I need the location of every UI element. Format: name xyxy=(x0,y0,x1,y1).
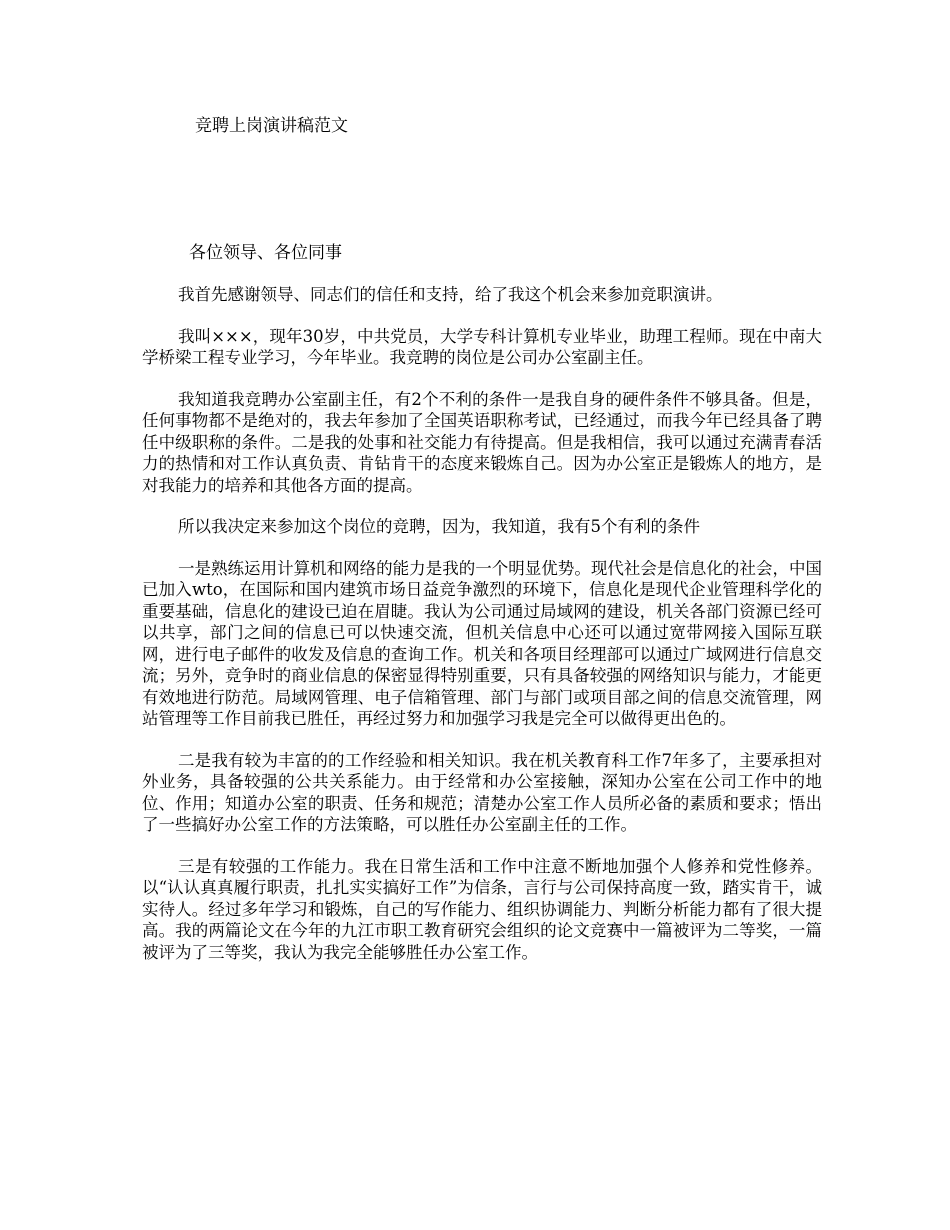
paragraph: 所以我决定来参加这个岗位的竞聘，因为，我知道，我有5个有利的条件 xyxy=(178,517,700,536)
salutation: 各位领导、各位同事 xyxy=(189,243,342,263)
paragraph: 我知道我竞聘办公室副主任，有2个不利的条件一是我自身的硬件条件不够具备。但是，任何事物都不是绝对的，我去年参加了全国英语职称考试，已经通过，而我今年已经具备了聘任中级职称的条件。二是我的处事和社交能力有待提高。但是我相信，我可以通过充满青春活力的热情和对工作认真负责、肯钻肯干的态度来锻炼自己。因为办公室正是锻炼人的地方，是对我能力的培养和其他各方面的提高。 xyxy=(142,389,822,495)
paragraph: 三是有较强的工作能力。我在日常生活和工作中注意不断地加强个人修养和党性修养。以“认认真真履行职责，扎扎实实搞好工作”为信条，言行与公司保持高度一致，踏实肯干，诚实待人。经过多年学习和锻炼，自己的写作能力、组织协调能力、判断分析能力都有了很大提高。我的两篇论文在今年的九江市职工教育研究会组织的论文竞赛中一篇被评为二等奖，一篇被评为了三等奖，我认为我完全能够胜任办公室工作。 xyxy=(142,856,822,962)
document-body xyxy=(142,284,822,983)
paragraph: 我叫×××，现年30岁，中共党员，大学专科计算机专业毕业，助理工程师。现在中南大学桥梁工程专业学习，今年毕业。我竞聘的岗位是公司办公室副主任。 xyxy=(142,326,822,367)
paragraph: 一是熟练运用计算机和网络的能力是我的一个明显优势。现代社会是信息化的社会，中国已加入wto，在国际和国内建筑市场日益竞争激烈的环境下，信息化是现代企业管理科学化的重要基础，信息化的建设已迫在眉睫。我认为公司通过局域网的建设，机关各部门资源已经可以共享，部门之间的信息已可以快速交流，但机关信息中心还可以通过宽带网接入国际互联网，进行电子邮件的收发及信息的查询工作。机关和各项目经理部可以通过广域网进行信息交流；另外，竞争时的商业信息的保密显得特别重要，只有具备较强的网络知识与能力，才能更有效地进行防范。局域网管理、电子信箱管理、部门与部门或项目部之间的信息交流管理，网站管理等工作目前我已胜任，再经过努力和加强学习我是完全可以做得更出色的。 xyxy=(142,558,822,728)
paragraph: 我首先感谢领导、同志们的信任和支持，给了我这个机会来参加竞职演讲。 xyxy=(178,285,723,304)
paragraph: 二是我有较为丰富的的工作经验和相关知识。我在机关教育科工作7年多了，主要承担对外业务，具备较强的公共关系能力。由于经常和办公室接触，深知办公室在公司工作中的地位、作用；知道办公室的职责、任务和规范；清楚办公室工作人员所必备的素质和要求；悟出了一些搞好办公室工作的方法策略，可以胜任办公室副主任的工作。 xyxy=(142,750,822,834)
document-title: 竞聘上岗演讲稿范文 xyxy=(195,116,348,136)
